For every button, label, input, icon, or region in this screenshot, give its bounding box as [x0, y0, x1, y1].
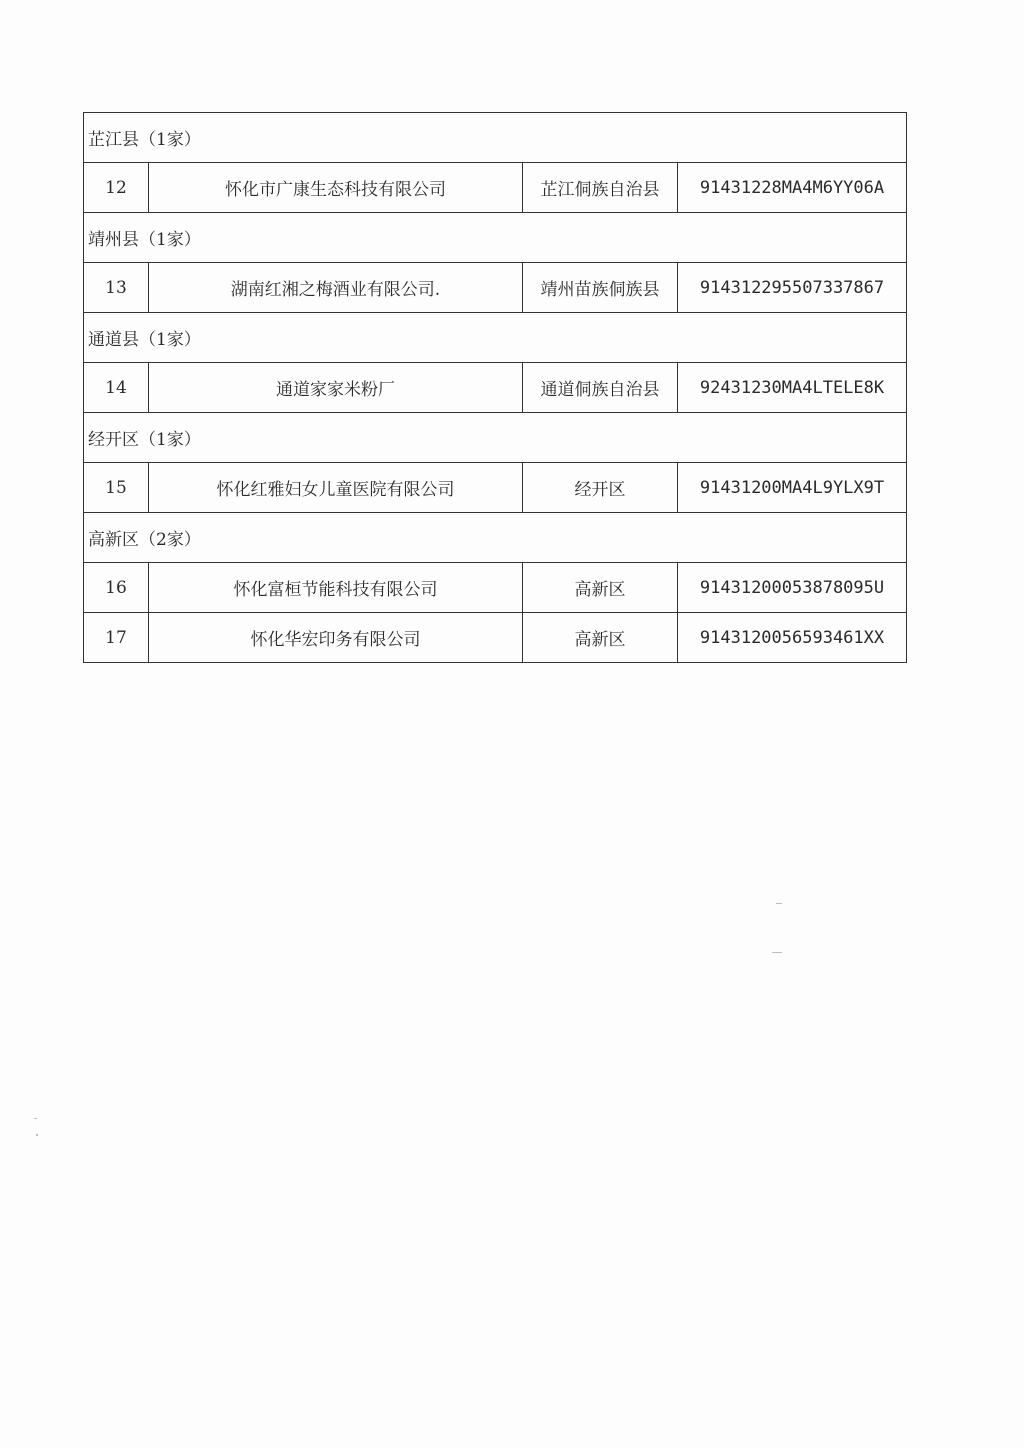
group-header-row	[84, 113, 907, 163]
credit-code: 91431200053878095U	[678, 563, 907, 613]
credit-code: 9143120056593461XX	[678, 613, 907, 663]
company-name: 湖南红湘之梅酒业有限公司.	[149, 263, 523, 313]
group-header-row	[84, 313, 907, 363]
table-row	[84, 163, 907, 213]
scan-speck	[772, 952, 782, 953]
credit-code: 91431200MA4L9YLX9T	[678, 463, 907, 513]
company-name: 怀化红雅妇女儿童医院有限公司	[149, 463, 523, 513]
group-title: 经开区（1家）	[84, 413, 907, 463]
group-header-row	[84, 513, 907, 563]
table-row	[84, 463, 907, 513]
scan-speck	[36, 1134, 38, 1136]
credit-code: 914312295507337867	[678, 263, 907, 313]
row-number: 14	[84, 363, 149, 413]
scan-speck	[34, 1118, 37, 1119]
row-number: 12	[84, 163, 149, 213]
scan-speck	[776, 903, 782, 904]
row-number: 13	[84, 263, 149, 313]
row-number: 16	[84, 563, 149, 613]
credit-code: 91431228MA4M6YY06A	[678, 163, 907, 213]
group-title: 高新区（2家）	[84, 513, 907, 563]
group-title: 通道县（1家）	[84, 313, 907, 363]
group-header-row	[84, 213, 907, 263]
region: 芷江侗族自治县	[523, 163, 678, 213]
company-name: 怀化市广康生态科技有限公司	[149, 163, 523, 213]
region: 靖州苗族侗族县	[523, 263, 678, 313]
region: 高新区	[523, 563, 678, 613]
company-name: 怀化富桓节能科技有限公司	[149, 563, 523, 613]
company-name: 通道家家米粉厂	[149, 363, 523, 413]
row-number: 15	[84, 463, 149, 513]
credit-code: 92431230MA4LTELE8K	[678, 363, 907, 413]
table-row	[84, 613, 907, 663]
row-number: 17	[84, 613, 149, 663]
enterprise-table	[83, 112, 907, 663]
company-name: 怀化华宏印务有限公司	[149, 613, 523, 663]
table-row	[84, 563, 907, 613]
region: 经开区	[523, 463, 678, 513]
group-title: 芷江县（1家）	[84, 113, 907, 163]
table-row	[84, 363, 907, 413]
region: 高新区	[523, 613, 678, 663]
table-row	[84, 263, 907, 313]
region: 通道侗族自治县	[523, 363, 678, 413]
group-header-row	[84, 413, 907, 463]
group-title: 靖州县（1家）	[84, 213, 907, 263]
